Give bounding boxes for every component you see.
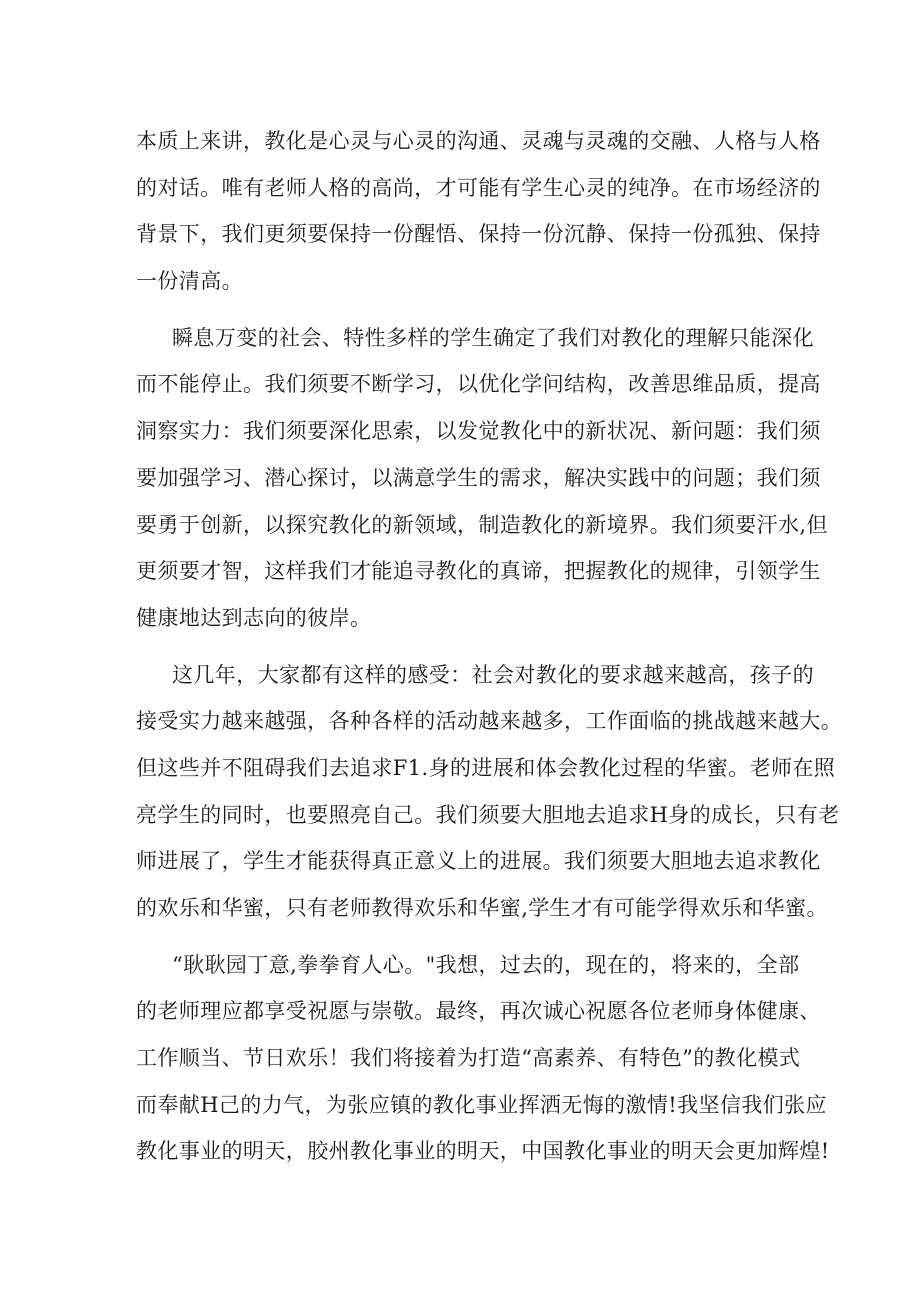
text-line: 要加强学习、潜心探讨，以满意学生的需求，解决实践中的问题；我们须 xyxy=(136,465,821,490)
text-line: 工作顺当、节日欢乐！我们将接着为打造“高素养、有特色”的教化模式 xyxy=(136,1046,801,1071)
text-line: 的老师理应都享受祝愿与崇敬。最终，再次诚心祝愿各位老师身体健康、 xyxy=(136,999,821,1024)
text-line: 亮学生的同时，也要照亮自己。我们须要大胆地去追求H身的成长，只有老 xyxy=(136,802,840,827)
text-line: 背景下，我们更须要保持一份醒悟、保持一份沉静、保持一份孤独、保持 xyxy=(136,222,821,247)
document-body xyxy=(136,118,843,1185)
text-line: “耿耿园丁意,拳拳育人心。"我想，过去的，现在的，将来的，全部 xyxy=(172,952,800,977)
text-line: 一份清高。 xyxy=(136,269,243,294)
paragraph-1 xyxy=(136,118,821,305)
paragraph-4 xyxy=(136,942,830,1175)
text-line: 而奉献H己的力气，为张应镇的教化事业挥洒无悔的激情!我坚信我们张应 xyxy=(136,1092,827,1117)
paragraph-2 xyxy=(136,315,828,642)
paragraph-3 xyxy=(136,652,843,932)
text-line: 的欢乐和华蜜，只有老师教得欢乐和华蜜,学生才有可能学得欢乐和华蜜。 xyxy=(136,896,828,920)
text-line: 洞察实力：我们须要深化思索，以发觉教化中的新状况、新问题：我们须 xyxy=(136,419,821,444)
text-line: 更须要才智，这样我们才能追寻教化的真谛，把握教化的规律，引领学生 xyxy=(136,559,821,584)
text-line: 本质上来讲，教化是心灵与心灵的沟通、灵魂与灵魂的交融、人格与人格 xyxy=(136,129,821,153)
text-line: 接受实力越来越强，各种各样的活动越来越多，工作面临的挑战越来越大。 xyxy=(136,709,843,734)
text-line: 而不能停止。我们须要不断学习，以优化学问结构，改善思维品质，提高 xyxy=(136,372,821,397)
text-line: 的对话。唯有老师人格的高尚，才可能有学生心灵的纯净。在市场经济的 xyxy=(136,175,821,200)
text-line: 瞬息万变的社会、特性多样的学生确定了我们对教化的理解只能深化 xyxy=(172,325,814,350)
text-line: 这几年，大家都有这样的感受：社会对教化的要求越来越高，孩子的 xyxy=(172,662,814,687)
text-line: 但这些并不阻碍我们去追求F1.身的进展和体会教化过程的华蜜。老师在照 xyxy=(136,755,836,780)
text-line: 要勇于创新，以探究教化的新领域，制造教化的新境界。我们须要汗水,但 xyxy=(136,512,828,537)
text-line: 教化事业的明天，胶州教化事业的明天，中国教化事业的明天会更加辉煌! xyxy=(136,1139,830,1164)
text-line: 师进展了，学生才能获得真正意义上的进展。我们须要大胆地去追求教化 xyxy=(136,849,821,874)
text-line: 健康地达到志向的彼岸。 xyxy=(136,605,372,630)
